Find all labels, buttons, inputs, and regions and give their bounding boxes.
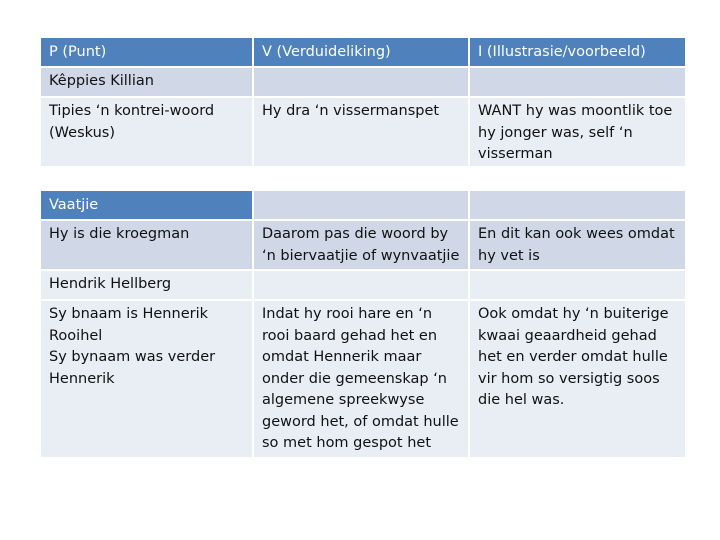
empty-cell [254, 191, 468, 219]
empty-cell [470, 271, 685, 299]
header-illustrasie: I (Illustrasie/voorbeeld) [470, 38, 685, 66]
empty-cell [470, 191, 685, 219]
table2-row2-punt: Sy bnaam is Hennerik Rooihel Sy bynaam was verder Hennerik [41, 301, 252, 457]
empty-cell [254, 68, 468, 96]
table2-row2-illustrasie: Ook omdat hy ‘n buiterige kwaai geaardheid gehad het en verder omdat hulle vir hom so versigtig soos die hel was. [470, 301, 685, 457]
empty-cell [254, 271, 468, 299]
header-verduideliking: V (Verduideliking) [254, 38, 468, 66]
table1-cell-illustrasie: WANT hy was moontlik toe hy jonger was, self ‘n visserman [470, 98, 685, 166]
table1-cell-verduideliking: Hy dra ‘n vissermanspet [254, 98, 468, 166]
table2-row1-punt: Hy is die kroegman [41, 221, 252, 269]
empty-cell [470, 68, 685, 96]
group-label-hendrik-hellberg: Hendrik Hellberg [41, 271, 252, 299]
table2-row1-illustrasie: En dit kan ook wees omdat hy vet is [470, 221, 685, 269]
table2-row1-verduideliking: Daarom pas die woord by ‘n biervaatjie of wynvaatjie [254, 221, 468, 269]
table1-cell-punt: Tipies ‘n kontrei-woord (Weskus) [41, 98, 252, 166]
table2-row2-verduideliking: Indat hy rooi hare en ‘n rooi baard gehad het en omdat Hennerik maar onder die gemeenskap ‘n algemene spreekwyse geword het, of omdat hulle so met hom gespot het [254, 301, 468, 457]
header-punt: P (Punt) [41, 38, 252, 66]
header-vaatjie: Vaatjie [41, 191, 252, 219]
group-label-keppies-killian: Kêppies Killian [41, 68, 252, 96]
